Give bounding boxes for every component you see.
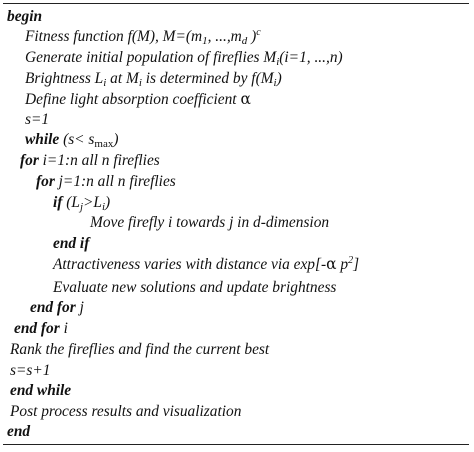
subscript: i xyxy=(103,77,107,89)
keyword: if xyxy=(53,194,63,211)
pseudocode-text: ) xyxy=(113,131,119,148)
pseudocode-line xyxy=(25,109,49,130)
pseudocode-line xyxy=(10,339,269,360)
subscript: i xyxy=(101,201,106,213)
pseudocode-line xyxy=(7,6,42,27)
pseudocode-text: ) xyxy=(276,70,282,87)
pseudocode-line xyxy=(7,421,30,442)
pseudocode-text: j=1:n all n fireflies xyxy=(54,173,176,190)
subscript: max xyxy=(94,138,114,150)
pseudocode-text: Define light absorption coefficient xyxy=(25,91,241,108)
keyword: end for xyxy=(14,320,60,337)
pseudocode-text: (i=1, ...,n) xyxy=(279,49,343,66)
keyword: end for xyxy=(30,299,76,316)
keyword: for xyxy=(20,152,39,169)
pseudocode-line xyxy=(25,47,343,68)
keyword: end xyxy=(7,423,31,440)
pseudocode-line xyxy=(20,150,160,171)
pseudocode-text: Move firefly i towards j in d-dimension xyxy=(90,214,330,231)
pseudocode-text: ] xyxy=(353,256,360,273)
pseudocode-text: , ...,m xyxy=(207,28,242,45)
pseudocode-text: Evaluate new solutions and update brightness xyxy=(53,279,337,296)
pseudocode-text: s=1 xyxy=(25,111,50,128)
keyword: end while xyxy=(10,382,72,399)
subscript: i xyxy=(273,77,277,89)
pseudocode-line xyxy=(25,129,119,150)
pseudocode-text: is determined by f(M xyxy=(141,70,274,87)
greek-symbol: α xyxy=(240,90,251,108)
pseudocode-text: Fitness function f(M), M=(m xyxy=(25,28,203,45)
pseudocode-text: Rank the fireflies and find the current best xyxy=(10,341,270,358)
pseudocode-text: j xyxy=(75,299,84,316)
pseudocode-text: p xyxy=(336,256,349,273)
keyword: begin xyxy=(7,8,43,25)
superscript: c xyxy=(256,27,261,38)
subscript: i xyxy=(138,77,142,89)
pseudocode-line xyxy=(90,212,329,233)
subscript: d xyxy=(241,35,248,47)
subscript: 1 xyxy=(202,35,208,47)
pseudocode-text: >L xyxy=(83,194,102,211)
keyword: for xyxy=(36,173,55,190)
pseudocode-text: Post process results and visualization xyxy=(10,403,242,420)
pseudocode-line xyxy=(10,380,71,401)
pseudocode-line xyxy=(14,318,68,339)
pseudocode-text: s=s+1 xyxy=(10,362,51,379)
pseudocode-text: Brightness L xyxy=(25,70,104,87)
superscript: 2 xyxy=(348,255,354,266)
pseudocode-text: (L xyxy=(62,194,80,211)
bottom-rule xyxy=(3,444,469,445)
pseudocode-text: Generate initial population of fireflies M xyxy=(25,49,277,66)
pseudocode-line xyxy=(36,171,176,192)
pseudocode-text: ) xyxy=(105,194,111,211)
greek-symbol: α xyxy=(326,255,337,273)
keyword: end if xyxy=(53,235,90,252)
pseudocode-line xyxy=(25,89,251,110)
pseudocode-line xyxy=(30,297,84,318)
pseudocode-text: (s< s xyxy=(59,131,95,148)
pseudocode-line xyxy=(10,360,50,381)
pseudocode-text: ) xyxy=(247,28,257,45)
pseudocode-line xyxy=(25,26,261,47)
pseudocode-text: i xyxy=(59,320,68,337)
pseudocode-text: at M xyxy=(106,70,139,87)
pseudocode-line xyxy=(53,277,336,298)
pseudocode-line xyxy=(10,401,241,422)
subscript: i xyxy=(276,56,280,68)
pseudocode-text: Attractiveness varies with distance via exp[- xyxy=(53,256,327,273)
pseudocode-text: i=1:n all n fireflies xyxy=(38,152,160,169)
pseudocode-line xyxy=(53,254,359,275)
pseudocode-line xyxy=(25,68,282,89)
pseudocode-line xyxy=(53,233,89,254)
subscript: j xyxy=(79,201,84,213)
pseudocode-line xyxy=(53,192,110,213)
top-rule xyxy=(3,3,469,4)
keyword: while xyxy=(25,131,60,148)
